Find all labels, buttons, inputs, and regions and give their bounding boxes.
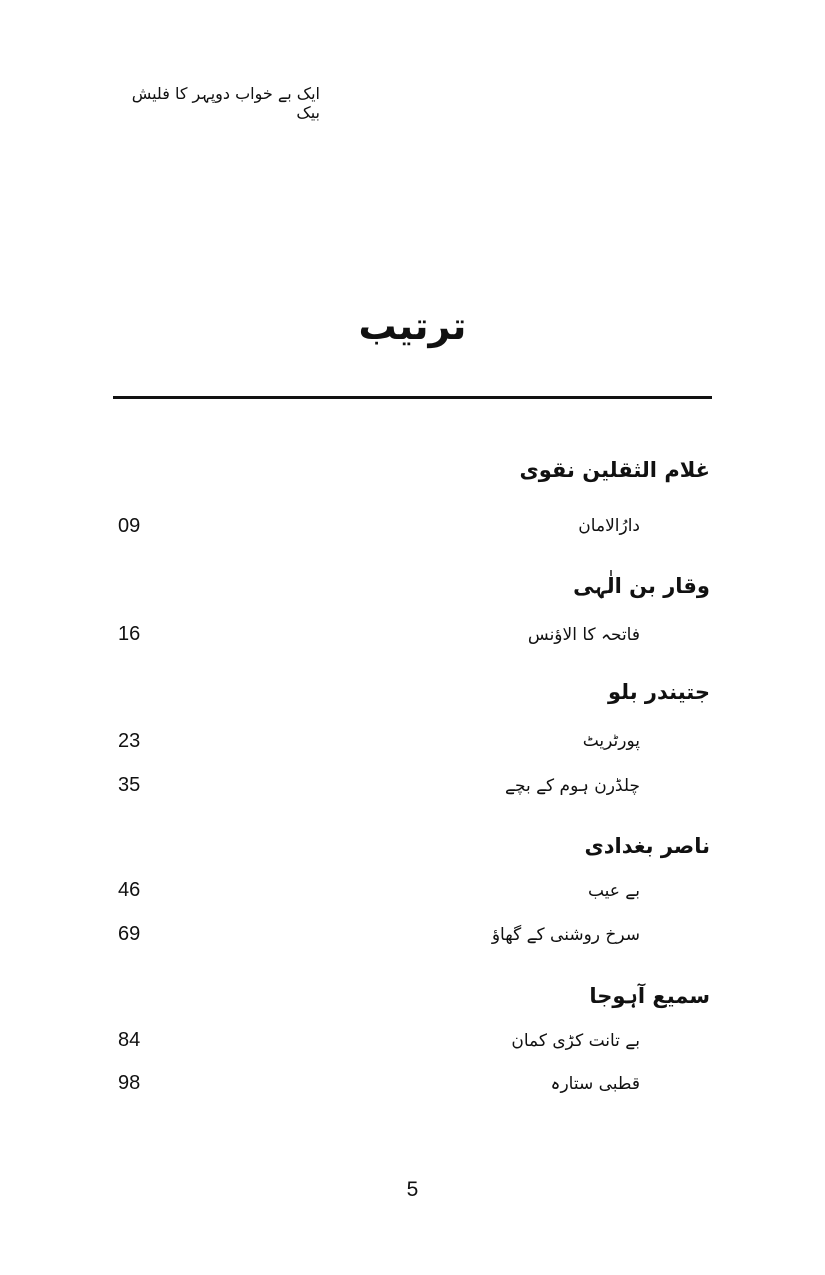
author-heading: جتیندر بلو: [607, 680, 710, 704]
story-page-number: 23: [118, 730, 141, 752]
story-page-number: 98: [118, 1072, 141, 1094]
author-heading: سمیع آہوجا: [589, 984, 710, 1008]
story-page-number: 09: [118, 515, 141, 537]
story-page-number: 46: [118, 879, 141, 901]
title-divider: [113, 396, 712, 399]
story-title: بے عیب: [587, 881, 640, 901]
story-title: سرخ روشنی کے گھاؤ: [491, 925, 640, 945]
story-title: پورٹریٹ: [582, 731, 640, 751]
story-page-number: 84: [118, 1029, 141, 1051]
author-heading: وقار بن الٰہی: [573, 574, 710, 598]
author-heading: ناصر بغدادی: [584, 834, 710, 858]
page-number: 5: [406, 1178, 419, 1201]
story-page-number: 35: [118, 774, 141, 796]
story-page-number: 16: [118, 623, 141, 645]
author-heading: غلام الثقلین نقوی: [519, 458, 710, 482]
running-header: ایک بے خواب دوپہر کا فلیش بیک: [131, 84, 320, 122]
story-page-number: 69: [118, 923, 141, 945]
page-title: ترتیب: [358, 304, 467, 348]
story-title: چلڈرن ہوم کے بچے: [505, 776, 640, 796]
story-title: دارُالامان: [578, 516, 640, 536]
story-title: فاتحہ کا الاؤنس: [527, 625, 640, 645]
story-title: قطبی ستارہ: [550, 1074, 640, 1094]
story-title: بے تانت کڑی کمان: [511, 1031, 640, 1051]
